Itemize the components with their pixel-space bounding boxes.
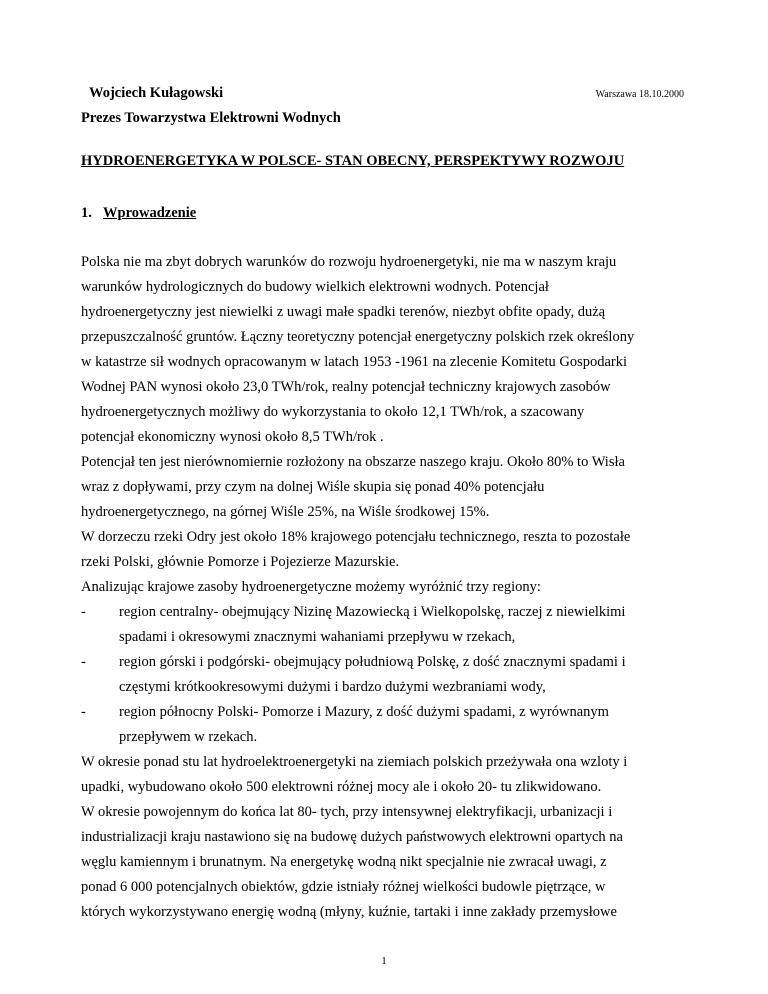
list-item-text: region północny Polski- Pomorze i Mazury, z dość dużymi spadami, z wyrównanym	[119, 704, 609, 720]
body-line: Potencjał ten jest nierównomiernie rozłożony na obszarze naszego kraju. Około 80% to Wisła	[81, 454, 625, 470]
list-item	[81, 600, 691, 625]
body-line: W okresie ponad stu lat hydroelektroenergetyki na ziemiach polskich przeżywała ona wzloty i	[81, 754, 628, 770]
list-item-text: region górski i podgórski- obejmujący południową Polskę, z dość znacznymi spadami i	[119, 654, 626, 670]
list-item	[81, 700, 691, 725]
body-line: rzeki Polski, głównie Pomorze i Pojezierze Mazurskie.	[81, 554, 400, 570]
list-item-continuation: częstymi krótkookresowymi dużymi i bardzo dużymi wezbraniami wody,	[119, 679, 546, 695]
body-line: industrializacji kraju nastawiono się na budowę dużych państwowych elektrowni opartych na	[81, 829, 623, 845]
body-line: upadki, wybudowano około 500 elektrowni różnej mocy ale i około 20- tu zlikwidowano.	[81, 779, 602, 795]
author-name: Wojciech Kułagowski	[89, 85, 224, 101]
body-line: hydroenergetycznych możliwy do wykorzystania to około 12,1 TWh/rok, a szacowany	[81, 404, 585, 420]
list-dash: -	[81, 704, 86, 720]
author-role: Prezes Towarzystwa Elektrowni Wodnych	[81, 110, 341, 126]
document-date: Warszawa 18.10.2000	[595, 89, 684, 100]
body-line: Wodnej PAN wynosi około 23,0 TWh/rok, realny potencjał techniczny krajowych zasobów	[81, 379, 611, 395]
body-line: hydroenergetyczny jest niewielki z uwagi małe spadki terenów, niezbyt obfite opady, dużą	[81, 304, 606, 320]
list-item	[81, 650, 691, 675]
body-line: w katastrze sił wodnych opracowanym w latach 1953 -1961 na zlecenie Komitetu Gospodarki	[81, 354, 628, 370]
body-line: warunków hydrologicznych do budowy wielkich elektrowni wodnych. Potencjał	[81, 279, 549, 295]
body-line: hydroenergetycznego, na górnej Wiśle 25%, na Wiśle środkowej 15%.	[81, 504, 490, 520]
section-title: Wprowadzenie	[103, 205, 197, 221]
list-item-continuation: przepływem w rzekach.	[119, 729, 258, 745]
list-dash: -	[81, 654, 86, 670]
section-number: 1.	[81, 205, 92, 221]
body-line: Polska nie ma zbyt dobrych warunków do rozwoju hydroenergetyki, nie ma w naszym kraju	[81, 254, 617, 270]
list-item-text: region centralny- obejmujący Nizinę Mazowiecką i Wielkopolskę, raczej z niewielkimi	[119, 604, 626, 620]
page-number: 1	[381, 955, 387, 967]
list-item-continuation: spadami i okresowymi znacznymi wahaniami przepływu w rzekach,	[119, 629, 516, 645]
body-line: przepuszczalność gruntów. Łączny teoretyczny potencjał energetyczny polskich rzek określony	[81, 329, 635, 345]
list-dash: -	[81, 604, 86, 620]
body-line: potencjał ekonomiczny wynosi około 8,5 TWh/rok .	[81, 429, 384, 445]
body-line: Analizując krajowe zasoby hydroenergetyczne możemy wyróżnić trzy regiony:	[81, 579, 541, 595]
section-heading	[81, 205, 196, 222]
body-line: W dorzeczu rzeki Odry jest około 18% krajowego potencjału technicznego, reszta to pozostałe	[81, 529, 631, 545]
body-line: węglu kamiennym i brunatnym. Na energetykę wodną nikt specjalnie nie zwracał uwagi, z	[81, 854, 607, 870]
body-line: ponad 6 000 potencjalnych obiektów, gdzie istniały różnej wielkości budowle piętrzące, w	[81, 879, 606, 895]
body-line: wraz z dopływami, przy czym na dolnej Wiśle skupia się ponad 40% potencjału	[81, 479, 545, 495]
body-line: których wykorzystywano energię wodną (młyny, kuźnie, tartaki i inne zakłady przemysłowe	[81, 904, 617, 920]
body-line: W okresie powojennym do końca lat 80- tych, przy intensywnej elektryfikacji, urbanizacji i	[81, 804, 613, 820]
document-title: HYDROENERGETYKA W POLSCE- STAN OBECNY, PERSPEKTYWY ROZWOJU	[81, 153, 625, 169]
body-text	[81, 250, 691, 925]
